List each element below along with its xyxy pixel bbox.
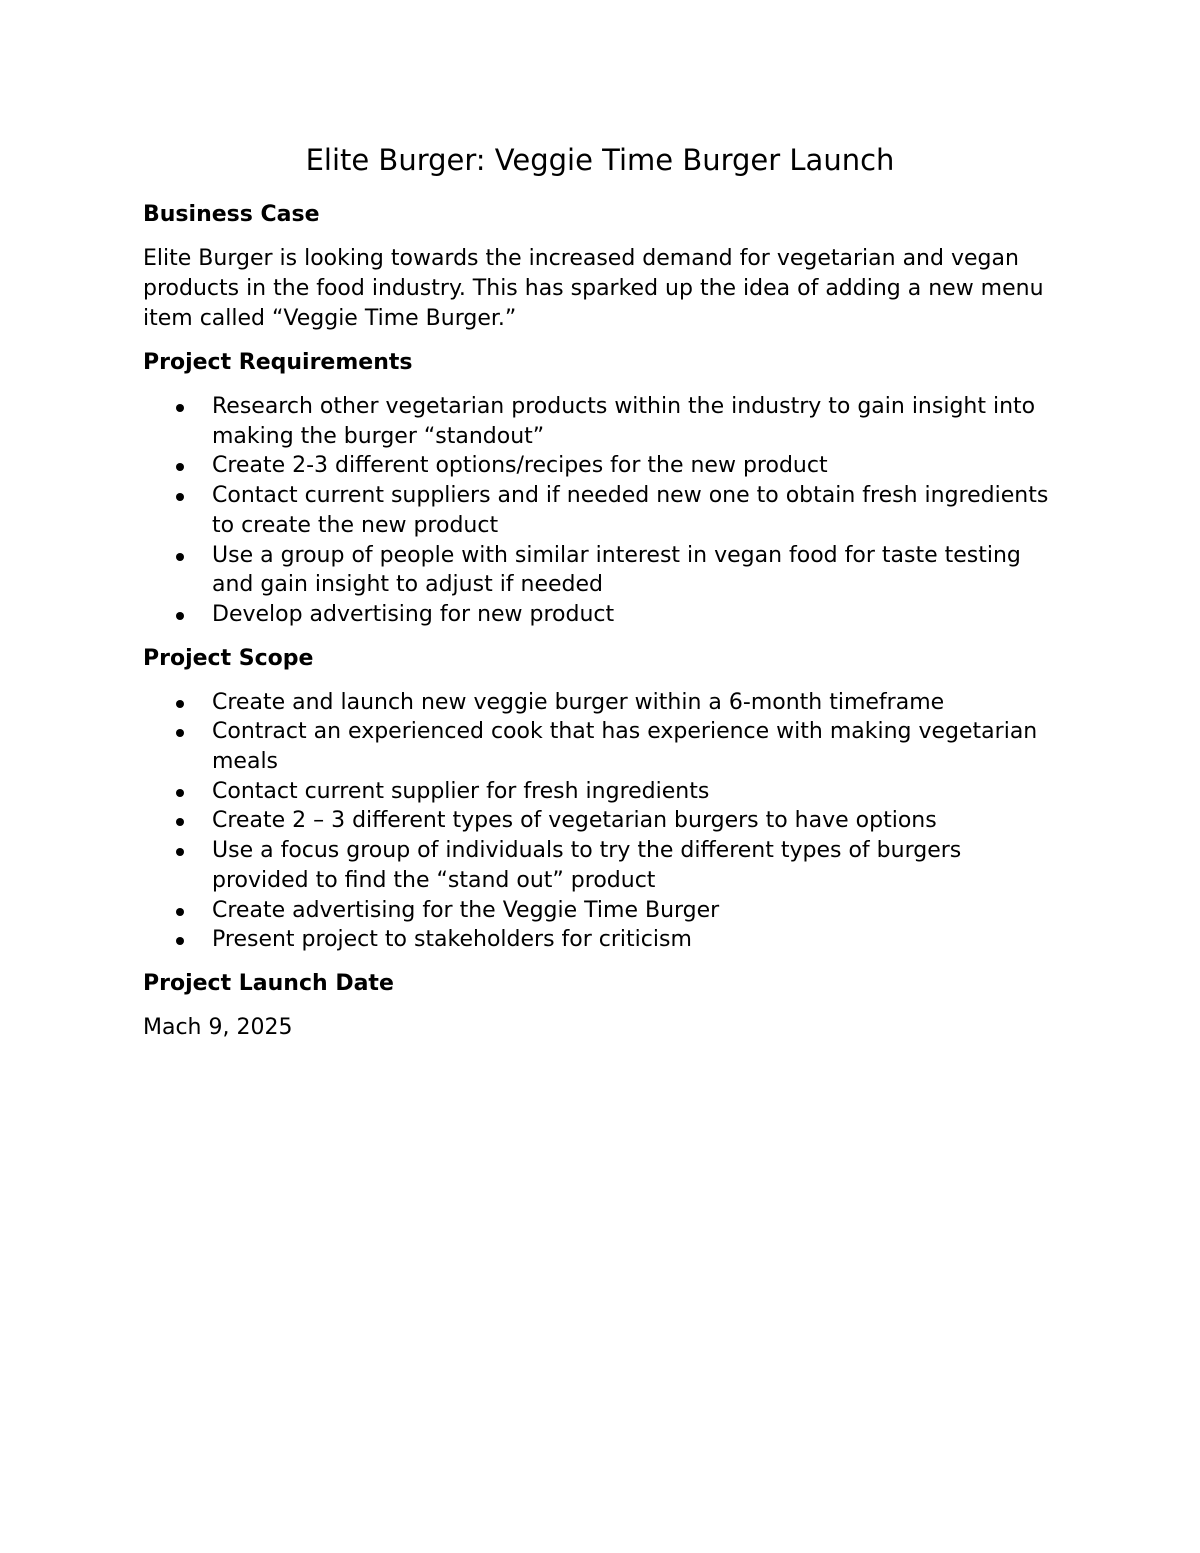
launch-date-heading: Project Launch Date: [143, 970, 394, 996]
requirements-item-text: Create 2-3 different options/recipes for the new product: [212, 453, 828, 479]
scope-item-text: Contract an experienced cook that has experience with making vegetarian meals: [212, 719, 1038, 775]
scope-item-text: Create advertising for the Veggie Time Burger: [212, 897, 720, 923]
scope-item: [143, 717, 1063, 776]
bullet-icon: [176, 908, 184, 916]
scope-item-text: Contact current supplier for fresh ingredients: [212, 778, 710, 804]
launch-date-text: Mach 9, 2025: [143, 1014, 293, 1040]
requirements-list: [143, 392, 1063, 630]
bullet-icon: [176, 463, 184, 471]
bullet-icon: [176, 789, 184, 797]
scope-item-text: Present project to stakeholders for criticism: [212, 927, 692, 953]
scope-item: [143, 777, 1063, 807]
requirements-item-text: Use a group of people with similar interest in vegan food for taste testing and gain insight to adjust if needed: [212, 542, 1021, 598]
bullet-icon: [176, 818, 184, 826]
scope-list: [143, 688, 1063, 955]
bullet-icon: [176, 848, 184, 856]
scope-item: [143, 925, 1063, 955]
requirements-item-text: Develop advertising for new product: [212, 601, 615, 627]
bullet-icon: [176, 404, 184, 412]
document-title: Elite Burger: Veggie Time Burger Launch: [305, 143, 895, 177]
requirements-item-text: Research other vegetarian products within the industry to gain insight into making the burger “standout”: [212, 394, 1036, 449]
bullet-icon: [176, 700, 184, 708]
bullet-icon: [176, 937, 184, 945]
scope-item: [143, 688, 1063, 718]
scope-item: [143, 836, 1063, 895]
document-content: [143, 140, 1063, 1057]
requirements-item: [143, 481, 1063, 540]
scope-item-text: Create 2 – 3 different types of vegetarian burgers to have options: [212, 808, 937, 834]
requirements-item-text: Contact current suppliers and if needed new one to obtain fresh ingredients to create the new product: [212, 483, 1049, 538]
bullet-icon: [176, 493, 184, 501]
bullet-icon: [176, 729, 184, 737]
scope-item: [143, 806, 1063, 836]
bullet-icon: [176, 553, 184, 561]
requirements-item: [143, 600, 1063, 630]
business-case-text: Elite Burger is looking towards the increased demand for vegetarian and vegan products in the food industry. This has sparked up the idea of adding a new menu item called “Veggie Time Burger.”: [143, 246, 1044, 331]
scope-item: [143, 896, 1063, 926]
requirements-heading: Project Requirements: [143, 350, 413, 375]
scope-item-text: Create and launch new veggie burger within a 6-month timeframe: [212, 689, 945, 715]
scope-heading: Project Scope: [143, 645, 314, 671]
bullet-icon: [176, 612, 184, 620]
scope-item-text: Use a focus group of individuals to try the different types of burgers provided to find the “stand out” product: [212, 838, 962, 893]
requirements-item: [143, 541, 1063, 600]
requirements-item: [143, 392, 1063, 451]
business-case-heading: Business Case: [143, 202, 320, 227]
requirements-item: [143, 451, 1063, 481]
